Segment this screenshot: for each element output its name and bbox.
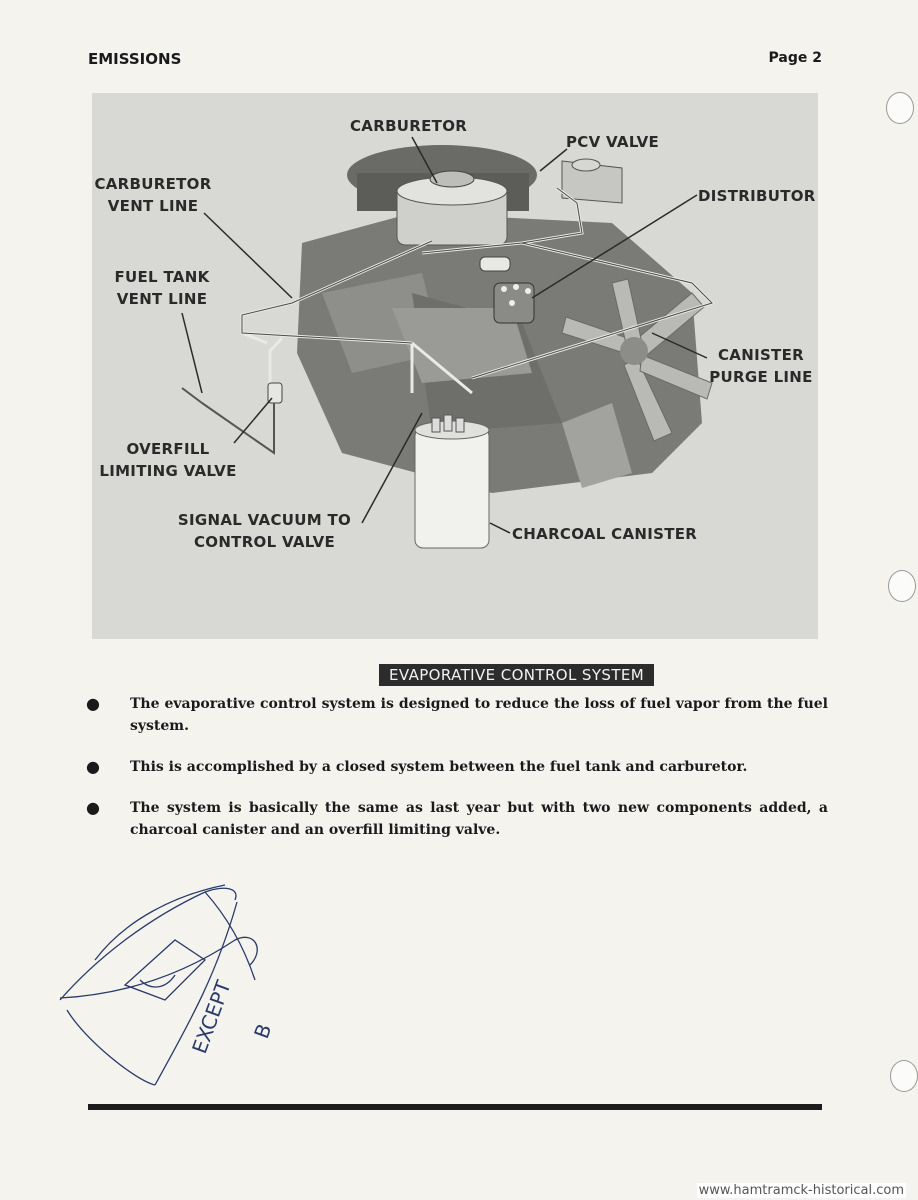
label-fuel-tank-vent-line (112, 266, 212, 310)
punch-hole (886, 92, 914, 124)
handwritten-annotation (55, 880, 315, 1100)
label-overfill-limiting-valve (92, 438, 244, 482)
list-item (86, 693, 828, 737)
label-carburetor: CARBURETOR (350, 117, 468, 135)
list-item (86, 756, 828, 778)
page-number: Page 2 (768, 50, 822, 66)
label-canister-purge-line (704, 344, 818, 388)
evaporative-system-figure (92, 93, 818, 684)
footer-rule (88, 1104, 822, 1110)
bullet-dot-icon: ● (86, 757, 100, 776)
bullet-dot-icon: ● (86, 798, 100, 817)
label-fuel-tank-vent-line-1: FUEL TANK (114, 268, 210, 286)
bullet-text: This is accomplished by a closed system between the fuel tank and carburetor. (130, 759, 748, 775)
bullet-list (86, 693, 828, 860)
handwritten-letter: B (249, 1020, 277, 1042)
label-pcv-valve: PCV VALVE (566, 133, 660, 151)
punch-hole (888, 570, 916, 602)
list-item (86, 797, 828, 841)
label-signal-vacuum-2: CONTROL VALVE (193, 533, 336, 551)
label-distributor: DISTRIBUTOR (698, 187, 816, 205)
label-overfill-limiting-valve-2: LIMITING VALVE (99, 462, 237, 480)
bullet-text: The evaporative control system is designed to reduce the loss of fuel vapor from the fuel system. (130, 696, 828, 734)
figure-caption: EVAPORATIVE CONTROL SYSTEM (379, 664, 654, 686)
label-signal-vacuum-1: SIGNAL VACUUM TO (177, 511, 352, 529)
handwritten-word: EXCEPT (187, 977, 236, 1057)
bullet-text: The system is basically the same as last year but with two new components added, a charcoal canister and an overfill limiting valve. (130, 800, 828, 838)
label-fuel-tank-vent-line-2: VENT LINE (116, 290, 208, 308)
label-carburetor-vent-line (92, 173, 214, 217)
label-carburetor-vent-line-1: CARBURETOR (94, 175, 212, 193)
label-signal-vacuum (167, 509, 362, 553)
label-canister-purge-line-1: CANISTER (718, 346, 804, 364)
punch-hole (890, 1060, 918, 1092)
label-canister-purge-line-2: PURGE LINE (709, 368, 813, 386)
label-carburetor-vent-line-2: VENT LINE (107, 197, 199, 215)
section-title: EMISSIONS (88, 50, 182, 68)
label-overfill-limiting-valve-1: OVERFILL (126, 440, 210, 458)
label-charcoal-canister: CHARCOAL CANISTER (512, 525, 698, 543)
bullet-dot-icon: ● (86, 694, 100, 713)
watermark: www.hamtramck-historical.com (698, 1183, 904, 1198)
